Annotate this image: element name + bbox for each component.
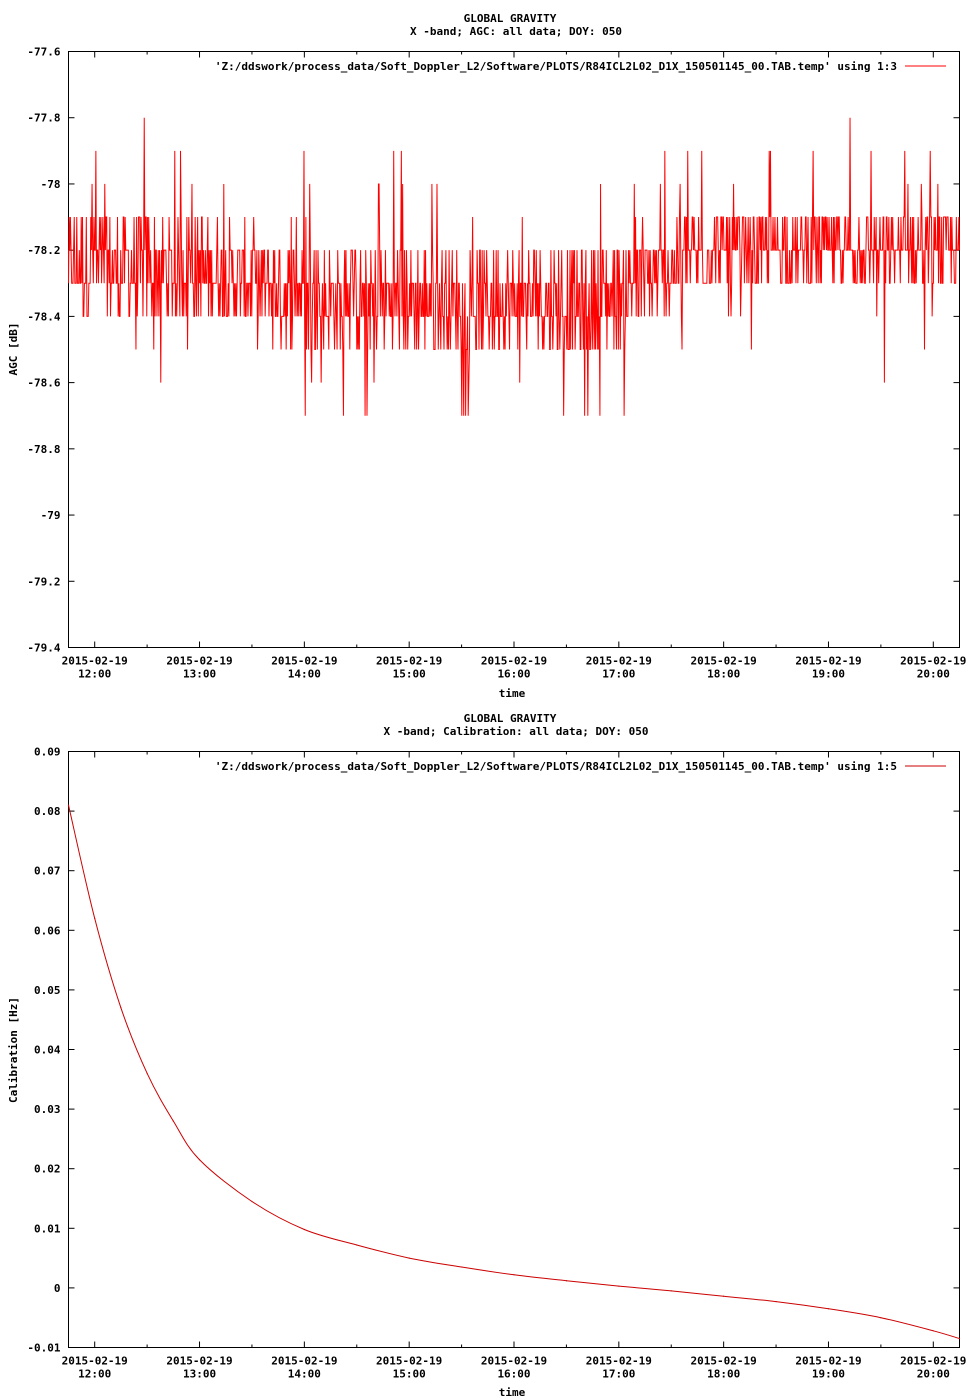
agc-y-tick-label: -79 xyxy=(40,509,61,523)
calibration-data-point xyxy=(147,1073,148,1074)
calibration-data-point xyxy=(880,1317,881,1318)
calibration-data-point xyxy=(120,1007,121,1008)
agc-series-line xyxy=(69,118,960,416)
agc-x-tick-time: 17:00 xyxy=(602,667,636,681)
calibration-y-tick-label: 0.08 xyxy=(34,805,61,819)
calibration-y-tick-label: 0.02 xyxy=(34,1162,61,1176)
calibration-data-point xyxy=(461,1266,462,1267)
calibration-x-tick-time: 13:00 xyxy=(182,1367,217,1381)
agc-x-tick-date: 2015-02-19 xyxy=(585,654,652,668)
calibration-x-tick-date: 2015-02-19 xyxy=(585,1354,652,1368)
calibration-y-tick-label: 0.03 xyxy=(34,1103,61,1117)
agc-y-tick-label: -77.6 xyxy=(27,45,61,59)
agc-x-tick-time: 16:00 xyxy=(497,667,531,681)
calibration-series-line xyxy=(69,805,960,1338)
agc-y-tick-label: -77.8 xyxy=(27,111,61,125)
agc-y-tick-label: -79.2 xyxy=(27,575,61,589)
calibration-x-tick-date: 2015-02-19 xyxy=(690,1354,757,1368)
calibration-data-point xyxy=(513,1274,514,1275)
calibration-series xyxy=(68,805,960,1340)
calibration-x-tick-date: 2015-02-19 xyxy=(376,1354,443,1368)
agc-x-tick-time: 12:00 xyxy=(78,667,112,681)
calibration-y-tick-label: 0.04 xyxy=(34,1043,61,1057)
calibration-data-point xyxy=(356,1244,357,1245)
calibration-x-axis xyxy=(62,752,967,1381)
agc-y-tick-label: -79.4 xyxy=(27,641,61,655)
agc-y-tick-label: -78.2 xyxy=(27,244,61,258)
calibration-y-tick-label: 0 xyxy=(53,1281,61,1295)
calibration-y-tick-label: 0.05 xyxy=(34,983,61,997)
agc-legend-label: 'Z:/ddswork/process_data/Soft_Doppler_L2/Software/PLOTS/R84ICL2L02_D1X_150501145_00.TAB.temp' using 1:3 xyxy=(214,60,897,73)
calibration-x-tick-date: 2015-02-19 xyxy=(166,1354,233,1368)
calibration-x-tick-date: 2015-02-19 xyxy=(480,1354,548,1368)
calibration-x-tick-time: 14:00 xyxy=(287,1367,321,1381)
agc-x-tick-time: 20:00 xyxy=(916,667,950,681)
calibration-data-point xyxy=(828,1308,829,1309)
agc-x-tick-date: 2015-02-19 xyxy=(61,654,128,668)
calibration-data-point xyxy=(94,918,95,919)
agc-y-axis xyxy=(27,46,959,655)
calibration-y-tick-label: 0.01 xyxy=(34,1222,61,1236)
agc-y-tick-label: -78.4 xyxy=(27,310,61,324)
agc-x-tick-date: 2015-02-19 xyxy=(690,654,757,668)
calibration-x-tick-time: 18:00 xyxy=(707,1367,741,1381)
calibration-x-tick-date: 2015-02-19 xyxy=(271,1354,338,1368)
calibration-y-axis-label: Calibration [Hz] xyxy=(7,997,20,1103)
agc-x-axis xyxy=(62,52,967,681)
calibration-data-point xyxy=(959,1338,960,1339)
calibration-data-point xyxy=(671,1290,672,1291)
calibration-data-point xyxy=(251,1201,252,1202)
calibration-y-tick-label: 0.09 xyxy=(34,745,61,759)
agc-plot-frame xyxy=(69,52,960,648)
agc-x-tick-time: 14:00 xyxy=(287,667,321,681)
agc-x-tick-date: 2015-02-19 xyxy=(166,654,233,668)
agc-x-tick-time: 19:00 xyxy=(811,667,846,681)
agc-chart-title: GLOBAL GRAVITY xyxy=(463,12,557,25)
agc-y-tick-label: -78 xyxy=(40,177,61,191)
calibration-data-point xyxy=(68,805,69,806)
calibration-x-tick-time: 20:00 xyxy=(916,1367,950,1381)
agc-y-axis-label: AGC [dB] xyxy=(7,322,20,376)
agc-x-tick-date: 2015-02-19 xyxy=(480,654,548,668)
calibration-data-point xyxy=(723,1296,724,1297)
calibration-x-tick-time: 15:00 xyxy=(392,1367,426,1381)
agc-x-tick-time: 15:00 xyxy=(392,667,426,681)
calibration-chart xyxy=(7,712,966,1399)
calibration-x-tick-date: 2015-02-19 xyxy=(900,1354,967,1368)
calibration-chart-title: GLOBAL GRAVITY xyxy=(463,712,557,725)
calibration-data-point xyxy=(618,1286,619,1287)
calibration-y-tick-label: 0.07 xyxy=(34,864,61,878)
agc-x-tick-date: 2015-02-19 xyxy=(900,654,967,668)
calibration-data-point xyxy=(199,1159,200,1160)
calibration-data-point xyxy=(173,1120,174,1121)
calibration-data-point xyxy=(409,1258,410,1259)
calibration-legend-label: 'Z:/ddswork/process_data/Soft_Doppler_L2/Software/PLOTS/R84ICL2L02_D1X_150501145_00.TAB.temp' using 1:5 xyxy=(214,760,897,773)
agc-x-tick-date: 2015-02-19 xyxy=(795,654,862,668)
calibration-plot-frame xyxy=(69,752,960,1348)
calibration-x-tick-time: 16:00 xyxy=(497,1367,531,1381)
calibration-y-tick-label: 0.06 xyxy=(34,924,61,938)
calibration-x-axis-label: time xyxy=(498,1386,526,1399)
calibration-x-tick-date: 2015-02-19 xyxy=(61,1354,128,1368)
calibration-data-point xyxy=(775,1301,776,1302)
calibration-y-tick-label: -0.01 xyxy=(27,1341,61,1355)
agc-chart-subtitle: X -band; AGC: all data; DOY: 050 xyxy=(410,25,622,38)
agc-x-tick-date: 2015-02-19 xyxy=(271,654,338,668)
calibration-x-tick-time: 17:00 xyxy=(602,1367,636,1381)
calibration-x-tick-time: 12:00 xyxy=(78,1367,112,1381)
agc-y-tick-label: -78.8 xyxy=(27,442,61,456)
calibration-y-axis xyxy=(27,746,959,1355)
agc-x-tick-date: 2015-02-19 xyxy=(376,654,443,668)
calibration-data-point xyxy=(933,1330,934,1331)
calibration-x-tick-time: 19:00 xyxy=(811,1367,846,1381)
agc-y-tick-label: -78.6 xyxy=(27,376,61,390)
agc-series xyxy=(69,118,960,416)
agc-x-axis-label: time xyxy=(498,687,526,700)
calibration-x-tick-date: 2015-02-19 xyxy=(795,1354,862,1368)
calibration-chart-subtitle: X -band; Calibration: all data; DOY: 050 xyxy=(383,725,649,738)
agc-chart xyxy=(7,12,966,700)
agc-x-tick-time: 18:00 xyxy=(707,667,741,681)
agc-x-tick-time: 13:00 xyxy=(182,667,217,681)
calibration-data-point xyxy=(566,1280,567,1281)
calibration-data-point xyxy=(304,1229,305,1230)
